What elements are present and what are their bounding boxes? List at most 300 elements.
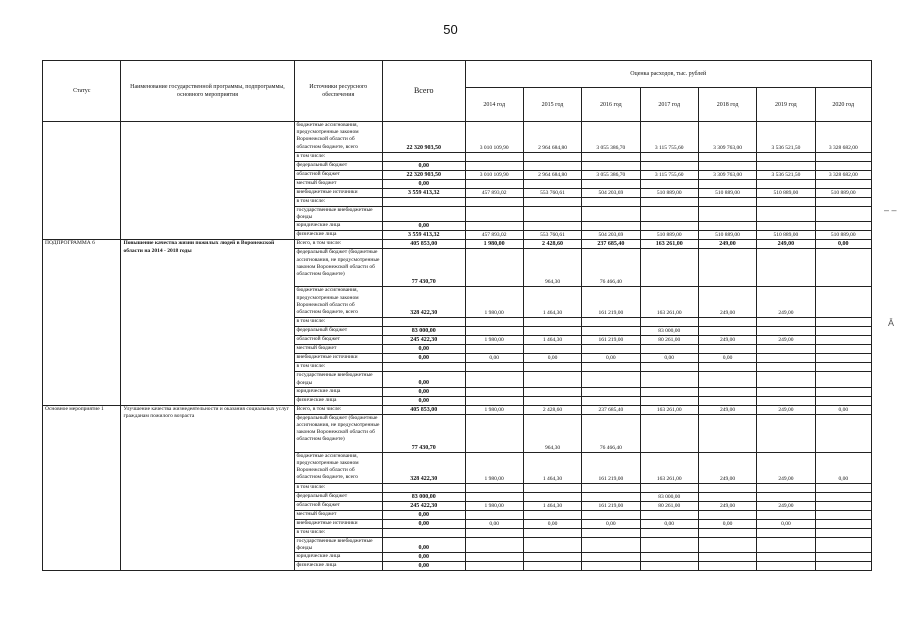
year-value-cell [582,363,640,372]
year-value-cell [465,372,523,387]
year-value-cell: 0,00 [815,405,871,414]
source-cell: бюджетные ассигнования, предусмотренные законом Воронежской области об областном бюджете, всего [294,452,383,483]
year-value-cell [757,180,815,189]
total-cell: 405 853,00 [383,405,465,414]
year-value-cell: 553 760,61 [523,189,581,198]
year-value-cell: 1 980,00 [465,287,523,318]
year-value-cell [582,318,640,327]
total-cell: 22 320 903,50 [383,122,465,153]
year-value-cell [698,553,756,562]
row-name: Повышение качества жизни пожилых людей в Воронежской области на 2014 - 2018 годы [121,240,294,405]
year-value-cell [582,492,640,501]
year-value-cell [698,153,756,162]
total-cell: 0,00 [383,553,465,562]
year-value-cell: 3 536 521,50 [757,122,815,153]
total-cell: 328 422,30 [383,287,465,318]
total-cell: 77 430,70 [383,414,465,452]
year-value-cell: 3 309 763,00 [698,171,756,180]
total-cell: 0,00 [383,387,465,396]
year-value-cell: 237 685,40 [582,405,640,414]
year-value-cell [465,363,523,372]
year-value-cell: 249,00 [698,240,756,249]
source-cell: областной бюджет [294,171,383,180]
total-cell: 77 430,70 [383,249,465,287]
year-value-cell [640,318,698,327]
year-value-cell [523,207,581,222]
year-value-cell [582,372,640,387]
total-cell: 0,00 [383,396,465,405]
year-value-cell [523,483,581,492]
year-value-cell: 0,00 [698,354,756,363]
total-cell: 0,00 [383,562,465,571]
total-cell: 0,00 [383,519,465,528]
year-value-cell: 249,00 [757,336,815,345]
year-value-cell [698,363,756,372]
year-value-cell [465,562,523,571]
total-cell: 245 422,30 [383,501,465,510]
header-total: Всего [383,61,465,122]
total-cell [383,483,465,492]
year-value-cell [757,354,815,363]
year-value-cell [582,222,640,231]
total-cell: 0,00 [383,162,465,171]
year-value-cell [815,483,871,492]
total-cell: 0,00 [383,180,465,189]
year-value-cell [815,528,871,537]
year-value-cell [640,345,698,354]
row-status: Основное мероприятие 1 [43,405,121,570]
year-value-cell: 0,00 [815,240,871,249]
year-value-cell [815,519,871,528]
header-name: Наименование государственной программы, подпрограммы, основного мероприятия [121,61,294,122]
year-value-cell: 3 055 386,70 [582,171,640,180]
year-value-cell [757,528,815,537]
total-cell [383,363,465,372]
year-value-cell [640,387,698,396]
source-cell: физические лица [294,562,383,571]
source-cell: федеральный бюджет [294,327,383,336]
year-value-cell [465,207,523,222]
year-value-cell [465,537,523,552]
year-value-cell [757,553,815,562]
year-value-cell: 3 328 682,00 [815,171,871,180]
year-value-cell: 1 980,00 [465,501,523,510]
year-value-cell [815,537,871,552]
header-source: Источники ресурсного обеспечения [294,61,383,122]
year-value-cell: 83 000,00 [640,327,698,336]
year-value-cell [640,222,698,231]
year-value-cell [582,562,640,571]
year-value-cell [698,345,756,354]
year-value-cell: 0,00 [582,519,640,528]
year-value-cell: 0,00 [523,519,581,528]
year-value-cell [698,249,756,287]
row-status: ПОДПРОГРАММА 6 [43,240,121,405]
row-status [43,122,121,240]
year-value-cell [582,162,640,171]
total-cell: 245 422,30 [383,336,465,345]
year-value-cell [523,553,581,562]
source-cell: Всего, в том числе: [294,405,383,414]
year-value-cell: 249,00 [757,240,815,249]
year-value-cell [465,249,523,287]
year-value-cell [523,528,581,537]
total-cell: 0,00 [383,537,465,552]
year-value-cell: 0,00 [582,354,640,363]
year-value-cell: 1 464,30 [523,336,581,345]
year-value-cell [815,553,871,562]
year-value-cell: 0,00 [640,354,698,363]
year-value-cell [757,483,815,492]
year-value-cell [582,327,640,336]
total-cell: 405 853,00 [383,240,465,249]
total-cell: 0,00 [383,372,465,387]
source-cell: областной бюджет [294,501,383,510]
year-value-cell [698,483,756,492]
year-value-cell: 76 466,40 [582,249,640,287]
year-value-cell [698,387,756,396]
year-value-cell [465,162,523,171]
year-value-cell [757,363,815,372]
year-value-cell [465,180,523,189]
year-value-cell: 1 464,30 [523,501,581,510]
year-value-cell [815,327,871,336]
year-value-cell: 964,30 [523,414,581,452]
year-value-cell [523,396,581,405]
source-cell: внебюджетные источники [294,519,383,528]
year-value-cell [523,345,581,354]
year-value-cell [640,483,698,492]
year-value-cell [815,345,871,354]
header-year-2020: 2020 год [815,88,871,122]
year-value-cell: 504 203,69 [582,231,640,240]
year-value-cell: 249,00 [698,501,756,510]
year-value-cell: 457 893,02 [465,231,523,240]
year-value-cell [465,318,523,327]
source-cell: в том числе: [294,528,383,537]
year-value-cell: 1 980,00 [465,336,523,345]
year-value-cell [698,207,756,222]
year-value-cell [698,492,756,501]
table-row [43,240,872,249]
year-value-cell [815,198,871,207]
total-cell [383,153,465,162]
year-value-cell: 510 889,00 [815,189,871,198]
year-value-cell [757,492,815,501]
year-value-cell [698,372,756,387]
year-value-cell [815,336,871,345]
year-value-cell [640,180,698,189]
year-value-cell: 0,00 [465,354,523,363]
source-cell: бюджетные ассигнования, предусмотренные законом Воронежской области об областном бюджете, всего [294,122,383,153]
year-value-cell [465,483,523,492]
year-value-cell: 161 219,00 [582,336,640,345]
year-value-cell: 83 000,00 [640,492,698,501]
year-value-cell [640,528,698,537]
year-value-cell [815,354,871,363]
year-value-cell [815,387,871,396]
source-cell: в том числе: [294,363,383,372]
year-value-cell [582,198,640,207]
year-value-cell [465,153,523,162]
source-cell: федеральный бюджет [294,492,383,501]
source-cell: местный бюджет [294,180,383,189]
total-cell: 328 422,30 [383,452,465,483]
source-cell: федеральный бюджет (бюджетные ассигнования, не предусмотренные законом Воронежской области об областном бюджете) [294,249,383,287]
table-row [43,122,872,153]
year-value-cell [523,162,581,171]
year-value-cell [582,528,640,537]
year-value-cell [698,162,756,171]
year-value-cell: 510 889,00 [640,231,698,240]
year-value-cell [815,318,871,327]
year-value-cell: 249,00 [698,452,756,483]
year-value-cell: 0,00 [465,519,523,528]
year-value-cell [523,492,581,501]
year-value-cell [465,327,523,336]
year-value-cell [815,222,871,231]
year-value-cell [698,510,756,519]
year-value-cell: 510 889,00 [815,231,871,240]
year-value-cell: 1 980,00 [465,240,523,249]
total-cell [383,198,465,207]
year-value-cell: 161 219,00 [582,501,640,510]
budget-table [42,60,872,571]
year-value-cell [582,396,640,405]
year-value-cell [465,492,523,501]
year-value-cell [523,153,581,162]
year-value-cell [757,222,815,231]
year-value-cell: 76 466,40 [582,414,640,452]
year-value-cell [523,387,581,396]
year-value-cell: 553 760,61 [523,231,581,240]
year-value-cell: 504 203,69 [582,189,640,198]
header-year-2015: 2015 год [523,88,581,122]
year-value-cell [698,198,756,207]
year-value-cell [757,327,815,336]
year-value-cell [815,162,871,171]
header-year-2018: 2018 год [698,88,756,122]
year-value-cell [640,553,698,562]
year-value-cell [815,363,871,372]
year-value-cell [465,414,523,452]
source-cell: в том числе: [294,483,383,492]
year-value-cell [465,528,523,537]
year-value-cell [698,414,756,452]
source-cell: в том числе: [294,318,383,327]
page-number: 50 [443,22,458,37]
total-cell: 3 559 413,32 [383,231,465,240]
year-value-cell [815,287,871,318]
year-value-cell: 510 889,00 [640,189,698,198]
table-row [43,405,872,414]
year-value-cell [640,198,698,207]
year-value-cell: 3 328 682,00 [815,122,871,153]
year-value-cell [815,153,871,162]
year-value-cell [698,562,756,571]
year-value-cell: 249,00 [757,452,815,483]
year-value-cell [582,483,640,492]
year-value-cell: 163 261,00 [640,405,698,414]
source-cell: бюджетные ассигнования, предусмотренные законом Воронежской области об областном бюджете, всего [294,287,383,318]
source-cell: федеральный бюджет [294,162,383,171]
source-cell: в том числе: [294,198,383,207]
source-cell: внебюджетные источники [294,189,383,198]
total-cell: 22 320 903,50 [383,171,465,180]
year-value-cell [757,207,815,222]
year-value-cell [523,198,581,207]
year-value-cell [582,153,640,162]
year-value-cell: 0,00 [640,519,698,528]
year-value-cell: 3 055 386,70 [582,122,640,153]
year-value-cell: 1 464,30 [523,287,581,318]
year-value-cell [582,537,640,552]
year-value-cell: 510 889,00 [757,231,815,240]
year-value-cell [815,414,871,452]
year-value-cell [757,162,815,171]
year-value-cell: 964,30 [523,249,581,287]
year-value-cell: 2 964 684,80 [523,122,581,153]
year-value-cell [698,180,756,189]
year-value-cell [640,249,698,287]
year-value-cell [757,345,815,354]
year-value-cell: 249,00 [757,287,815,318]
year-value-cell: 2 964 684,80 [523,171,581,180]
year-value-cell [757,153,815,162]
year-value-cell [523,510,581,519]
year-value-cell [815,372,871,387]
header-status: Статус [43,61,121,122]
source-cell: федеральный бюджет (бюджетные ассигнования, не предусмотренные законом Воронежской области об областном бюджете) [294,414,383,452]
year-value-cell: 0,00 [523,354,581,363]
year-value-cell [698,537,756,552]
year-value-cell [582,207,640,222]
total-cell [383,528,465,537]
total-cell: 0,00 [383,222,465,231]
year-value-cell: 510 889,00 [757,189,815,198]
year-value-cell: 3 309 763,00 [698,122,756,153]
year-value-cell: 457 893,02 [465,189,523,198]
year-value-cell [582,510,640,519]
year-value-cell [582,180,640,189]
year-value-cell [523,363,581,372]
year-value-cell [698,318,756,327]
year-value-cell: 249,00 [698,336,756,345]
year-value-cell [698,396,756,405]
year-value-cell [465,222,523,231]
year-value-cell [523,562,581,571]
source-cell: внебюджетные источники [294,354,383,363]
year-value-cell [465,198,523,207]
year-value-cell: 0,00 [698,519,756,528]
year-value-cell: 2 428,60 [523,240,581,249]
source-cell: юридические лица [294,553,383,562]
year-value-cell [815,501,871,510]
year-value-cell [757,510,815,519]
year-value-cell [523,222,581,231]
year-value-cell [640,510,698,519]
year-value-cell: 249,00 [698,287,756,318]
year-value-cell [582,553,640,562]
year-value-cell: 3 536 521,50 [757,171,815,180]
year-value-cell: 163 261,00 [640,240,698,249]
year-value-cell: 0,00 [815,452,871,483]
total-cell: 0,00 [383,354,465,363]
year-value-cell: 1 464,30 [523,452,581,483]
year-value-cell [815,207,871,222]
source-cell: юридические лица [294,222,383,231]
total-cell: 83 000,00 [383,327,465,336]
header-year-2017: 2017 год [640,88,698,122]
year-value-cell: 510 889,00 [698,231,756,240]
year-value-cell [815,562,871,571]
year-value-cell [640,537,698,552]
year-value-cell [815,396,871,405]
year-value-cell [757,562,815,571]
source-cell: юридические лица [294,387,383,396]
year-value-cell [757,318,815,327]
year-value-cell: 80 261,00 [640,501,698,510]
year-value-cell [698,222,756,231]
year-value-cell [640,372,698,387]
header-year-2014: 2014 год [465,88,523,122]
header-year-2019: 2019 год [757,88,815,122]
year-value-cell [640,396,698,405]
year-value-cell: 3 115 755,60 [640,171,698,180]
year-value-cell [698,327,756,336]
total-cell [383,318,465,327]
year-value-cell [640,162,698,171]
year-value-cell [465,345,523,354]
scan-mark-right: – – [884,205,897,215]
year-value-cell [465,510,523,519]
year-value-cell [582,345,640,354]
year-value-cell [523,372,581,387]
source-cell: государственные внебюджетные фонды [294,372,383,387]
total-cell: 83 000,00 [383,492,465,501]
year-value-cell [815,510,871,519]
year-value-cell [698,528,756,537]
source-cell: физические лица [294,396,383,405]
source-cell: областной бюджет [294,336,383,345]
year-value-cell [640,363,698,372]
year-value-cell [757,249,815,287]
year-value-cell: 3 010 109,90 [465,171,523,180]
year-value-cell [757,372,815,387]
year-value-cell [523,318,581,327]
year-value-cell: 1 980,00 [465,452,523,483]
year-value-cell: 3 115 755,60 [640,122,698,153]
year-value-cell: 161 219,00 [582,287,640,318]
year-value-cell [640,153,698,162]
row-name: Улучшение качества жизнедеятельности и оказания социальных услуг гражданам пожилого возраста [121,405,294,570]
year-value-cell [523,537,581,552]
total-cell [383,207,465,222]
year-value-cell [757,198,815,207]
year-value-cell [465,387,523,396]
total-cell: 3 559 413,32 [383,189,465,198]
source-cell: государственные внебюджетные фонды [294,537,383,552]
year-value-cell: 163 261,00 [640,287,698,318]
year-value-cell [640,207,698,222]
row-name [121,122,294,240]
year-value-cell: 2 428,60 [523,405,581,414]
year-value-cell [523,327,581,336]
year-value-cell: 249,00 [698,405,756,414]
total-cell: 0,00 [383,345,465,354]
year-value-cell: 80 261,00 [640,336,698,345]
source-cell: физические лица [294,231,383,240]
